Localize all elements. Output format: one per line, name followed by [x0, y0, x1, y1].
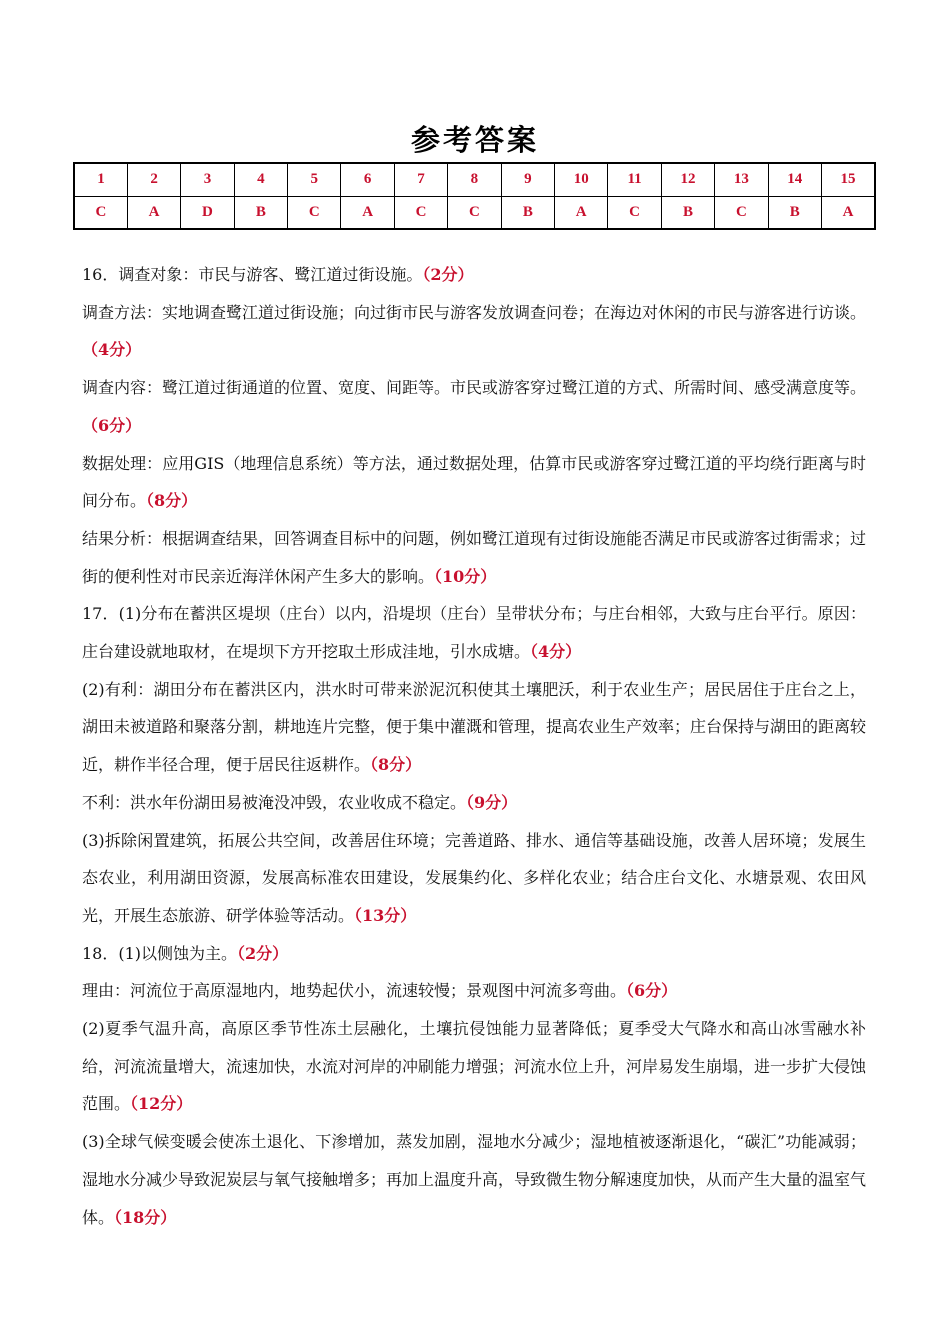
- answer-letter: A: [341, 196, 394, 229]
- answer-letter: B: [661, 196, 714, 229]
- score-label: （10分）: [434, 566, 497, 586]
- answer-letter: A: [555, 196, 608, 229]
- answer-paragraph: [82, 595, 866, 670]
- question-number: 9: [501, 163, 554, 196]
- answer-paragraph: [82, 445, 866, 520]
- answer-paragraph: [82, 520, 866, 595]
- question-number: 13: [715, 163, 768, 196]
- question-number: 12: [661, 163, 714, 196]
- score-label: （18分）: [114, 1207, 177, 1227]
- question-number: 8: [448, 163, 501, 196]
- answer-table-answer-row: [74, 196, 875, 229]
- answer-letter: C: [288, 196, 341, 229]
- score-label: （4分）: [530, 642, 582, 662]
- score-label: （6分）: [626, 981, 678, 1001]
- question-number: 4: [234, 163, 287, 196]
- answer-text: 结果分析：根据调查结果，回答调查目标中的问题，例如鹭江道现有过街设施能否满足市民或游客过街需求；过街的便利性对市民亲近海洋休闲产生多大的影响。: [82, 528, 867, 586]
- score-label: （8分）: [370, 755, 422, 775]
- answer-table-number-row: [74, 163, 875, 196]
- answer-paragraph: [82, 784, 866, 822]
- answer-paragraph: [82, 671, 866, 784]
- answer-letter: C: [715, 196, 768, 229]
- answer-letter: C: [74, 196, 127, 229]
- question-number: 10: [555, 163, 608, 196]
- answer-paragraph: [82, 972, 866, 1010]
- answer-paragraph: [82, 935, 866, 973]
- score-label: （13分）: [354, 905, 417, 925]
- answer-letter: B: [501, 196, 554, 229]
- answer-paragraph: [82, 294, 866, 369]
- score-label: （2分）: [237, 943, 289, 963]
- answer-text: 调查方法：实地调查鹭江道过街设施；向过街市民与游客发放调查问卷；在海边对休闲的市民与游客进行访谈。: [82, 302, 867, 322]
- score-label: （8分）: [146, 491, 198, 511]
- answer-letter: B: [234, 196, 287, 229]
- answer-text: (2)有利：湖田分布在蓄洪区内，洪水时可带来淤泥沉积使其土壤肥沃，利于农业生产；居民居住于庄台之上，湖田未被道路和聚落分割，耕地连片完整，便于集中灌溉和管理，提高农业生产效率；庄台保持与湖田的距离较近，耕作半径合理，便于居民往返耕作。: [82, 679, 867, 775]
- score-label: （9分）: [466, 792, 518, 812]
- answer-letter: A: [821, 196, 875, 229]
- page-title: 参考答案: [410, 123, 539, 157]
- answer-text: (3)全球气候变暖会使冻土退化、下渗增加，蒸发加剧，湿地水分减少；湿地植被逐渐退化，“碳汇”功能减弱；湿地水分减少导致泥炭层与氧气接触增多；再加上温度升高，导致微生物分解速度加快，从而产生大量的温室气体。: [82, 1132, 867, 1227]
- answer-letter: A: [127, 196, 180, 229]
- score-label: （2分）: [422, 265, 474, 284]
- answer-text: (3)拆除闲置建筑，拓展公共空间，改善居住环境；完善道路、排水、通信等基础设施，改善人居环境；发展生态农业，利用湖田资源，发展高标准农田建设，发展集约化、多样化农业；结合庄台文化、水塘景观、农田风光，开展生态旅游、研学体验等活动。: [82, 830, 866, 925]
- answer-table: [73, 162, 876, 230]
- score-label: （12分）: [130, 1094, 193, 1114]
- answer-letter: C: [608, 196, 661, 229]
- answer-text: 不利：洪水年份湖田易被淹没冲毁，农业收成不稳定。: [82, 792, 467, 812]
- answer-letter: C: [394, 196, 447, 229]
- answer-text: 理由：河流位于高原湿地内，地势起伏小，流速较慢；景观图中河流多弯曲。: [82, 981, 627, 1001]
- answer-letter: D: [181, 196, 234, 229]
- question-number: 14: [768, 163, 821, 196]
- answer-text: 17．(1)分布在蓄洪区堤坝（庄台）以内，沿堤坝（庄台）呈带状分布；与庄台相邻，大致与庄台平行。原因：庄台建设就地取材，在堤坝下方开挖取土形成洼地，引水成塘。: [82, 604, 866, 662]
- answer-text: 16．调查对象：市民与游客、鹭江道过街设施。: [82, 265, 423, 284]
- answer-text: 数据处理：应用GIS（地理信息系统）等方法，通过数据处理，估算市民或游客穿过鹭江道的平均绕行距离与时间分布。: [82, 453, 866, 511]
- question-number: 11: [608, 163, 661, 196]
- question-number: 15: [821, 163, 875, 196]
- question-number: 6: [341, 163, 394, 196]
- answer-paragraph: [82, 822, 866, 935]
- score-label: （4分）: [82, 340, 142, 360]
- answer-paragraph: [82, 1010, 866, 1123]
- answer-letter: C: [448, 196, 501, 229]
- answer-text: 调查内容：鹭江道过街通道的位置、宽度、间距等。市民或游客穿过鹭江道的方式、所需时间、感受满意度等。: [82, 378, 867, 398]
- answer-letter: B: [768, 196, 821, 229]
- question-number: 1: [74, 163, 127, 196]
- question-number: 7: [394, 163, 447, 196]
- question-number: 5: [288, 163, 341, 196]
- question-number: 2: [127, 163, 180, 196]
- score-label: （6分）: [82, 415, 142, 435]
- answer-paragraph: [82, 256, 866, 294]
- answer-paragraph: [82, 1123, 866, 1236]
- answer-explanations: [82, 256, 866, 1236]
- answer-text: (2)夏季气温升高，高原区季节性冻土层融化，土壤抗侵蚀能力显著降低；夏季受大气降水和高山冰雪融水补给，河流流量增大，流速加快，水流对河岸的冲刷能力增强；河流水位上升，河岸易发生崩塌，进一步扩大侵蚀范围。: [82, 1019, 867, 1114]
- answer-text: 18．(1)以侧蚀为主。: [82, 943, 238, 963]
- question-number: 3: [181, 163, 234, 196]
- answer-paragraph: [82, 369, 866, 444]
